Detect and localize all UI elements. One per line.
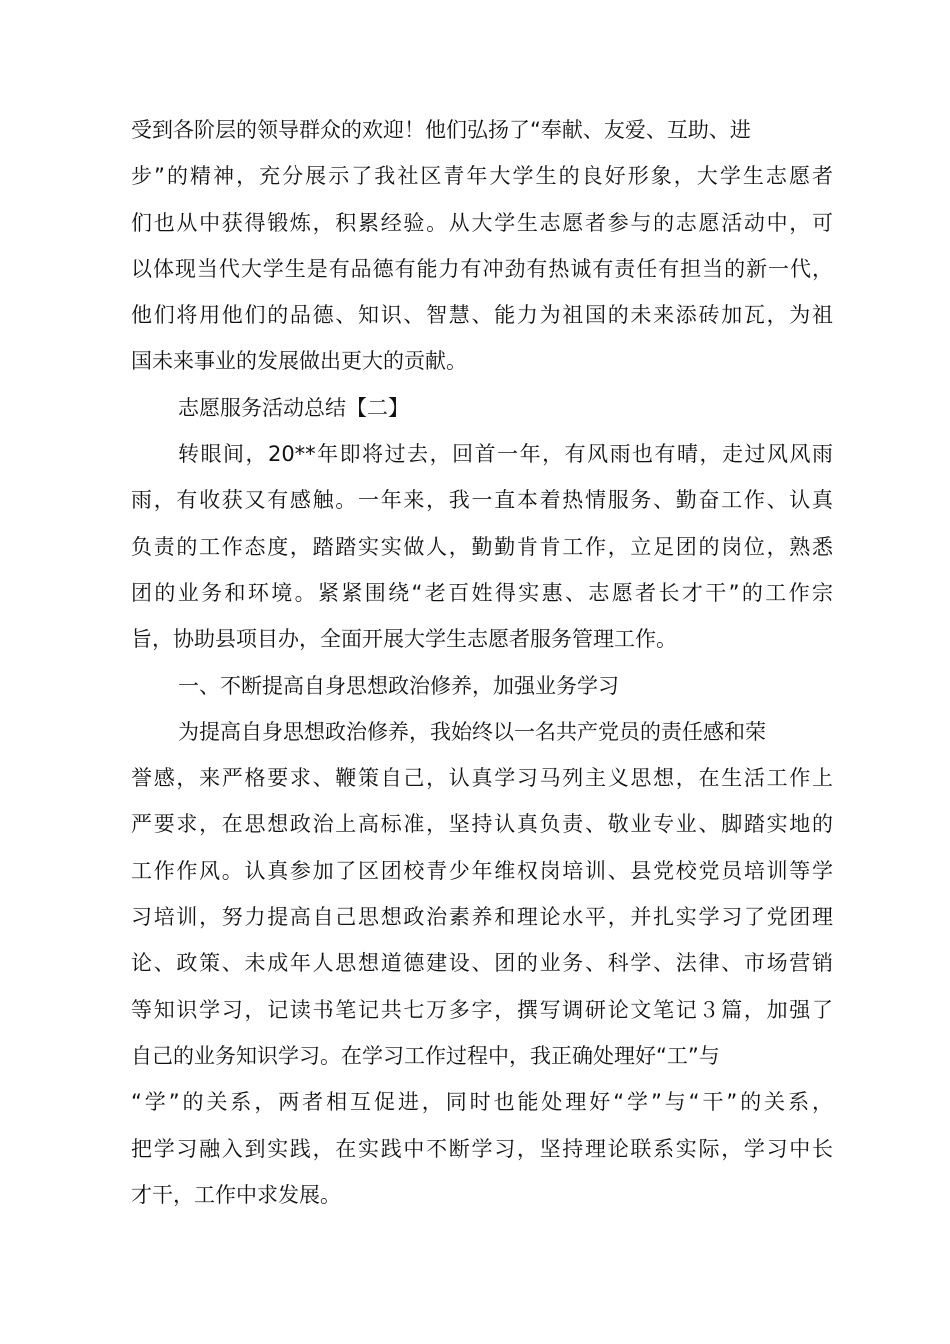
text-line: 团的业务和环境。紧紧围绕“老百姓得实惠、志愿者长才干”的工作宗 [131,580,833,605]
subsection-heading: 一、不断提高自身思想政治修养，加强业务学习 [178,673,619,698]
text-line: 国未来事业的发展做出更大的贡献。 [131,349,467,374]
text-line: 等知识学习，记读书笔记共七万多字，撰写调研论文笔记３篇，加强了 [131,997,833,1022]
text-line: 工作作风。认真参加了区团校青少年维权岗培训、县党校党员培训等学 [131,858,833,883]
text-line: 们也从中获得锻炼，积累经验。从大学生志愿者参与的志愿活动中，可 [131,210,833,235]
text-line: 习培训，努力提高自己思想政治素养和理论水平，并扎实学习了党团理 [131,905,833,930]
text-line: 步”的精神，充分展示了我社区青年大学生的良好形象，大学生志愿者 [131,164,833,189]
text-line: 誉感，来严格要求、鞭策自己，认真学习马列主义思想，在生活工作上 [131,766,833,791]
text-line: “学”的关系，两者相互促进，同时也能处理好“学”与“干”的关系， [131,1090,833,1115]
text-line: 受到各阶层的领导群众的欢迎！他们弘扬了“奉献、友爱、互助、进 [131,118,751,142]
text-line: 转眼间，20**年即将过去，回首一年，有风雨也有晴，走过风风雨 [178,442,833,467]
text-line: 严要求，在思想政治上高标准，坚持认真负责、敬业专业、脚踏实地的 [131,812,833,837]
text-line: 负责的工作态度，踏踏实实做人，勤勤肯肯工作，立足团的岗位，熟悉 [131,534,833,559]
text-line: 才干，工作中求发展。 [131,1182,341,1207]
text-line: 把学习融入到实践，在实践中不断学习，坚持理论联系实际，学习中长 [131,1136,833,1161]
text-line: 他们将用他们的品德、知识、智慧、能力为祖国的未来添砖加瓦，为祖 [131,303,833,328]
text-line: 论、政策、未成年人思想道德建设、团的业务、科学、法律、市场营销 [131,951,833,976]
document-body [131,107,833,1218]
text-line: 旨，协助县项目办，全面开展大学生志愿者服务管理工作。 [131,627,677,652]
text-line: 为提高自身思想政治修养，我始终以一名共产党员的责任感和荣 [178,719,766,744]
text-line: 雨，有收获又有感触。一年来，我一直本着热情服务、勤奋工作、认真 [131,488,833,513]
section-heading: 志愿服务活动总结【二】 [178,395,409,420]
text-line: 以体现当代大学生是有品德有能力有冲劲有热诚有责任有担当的新一代， [131,256,833,281]
text-line: 自己的业务知识学习。在学习工作过程中，我正确处理好“工”与 [131,1043,720,1068]
